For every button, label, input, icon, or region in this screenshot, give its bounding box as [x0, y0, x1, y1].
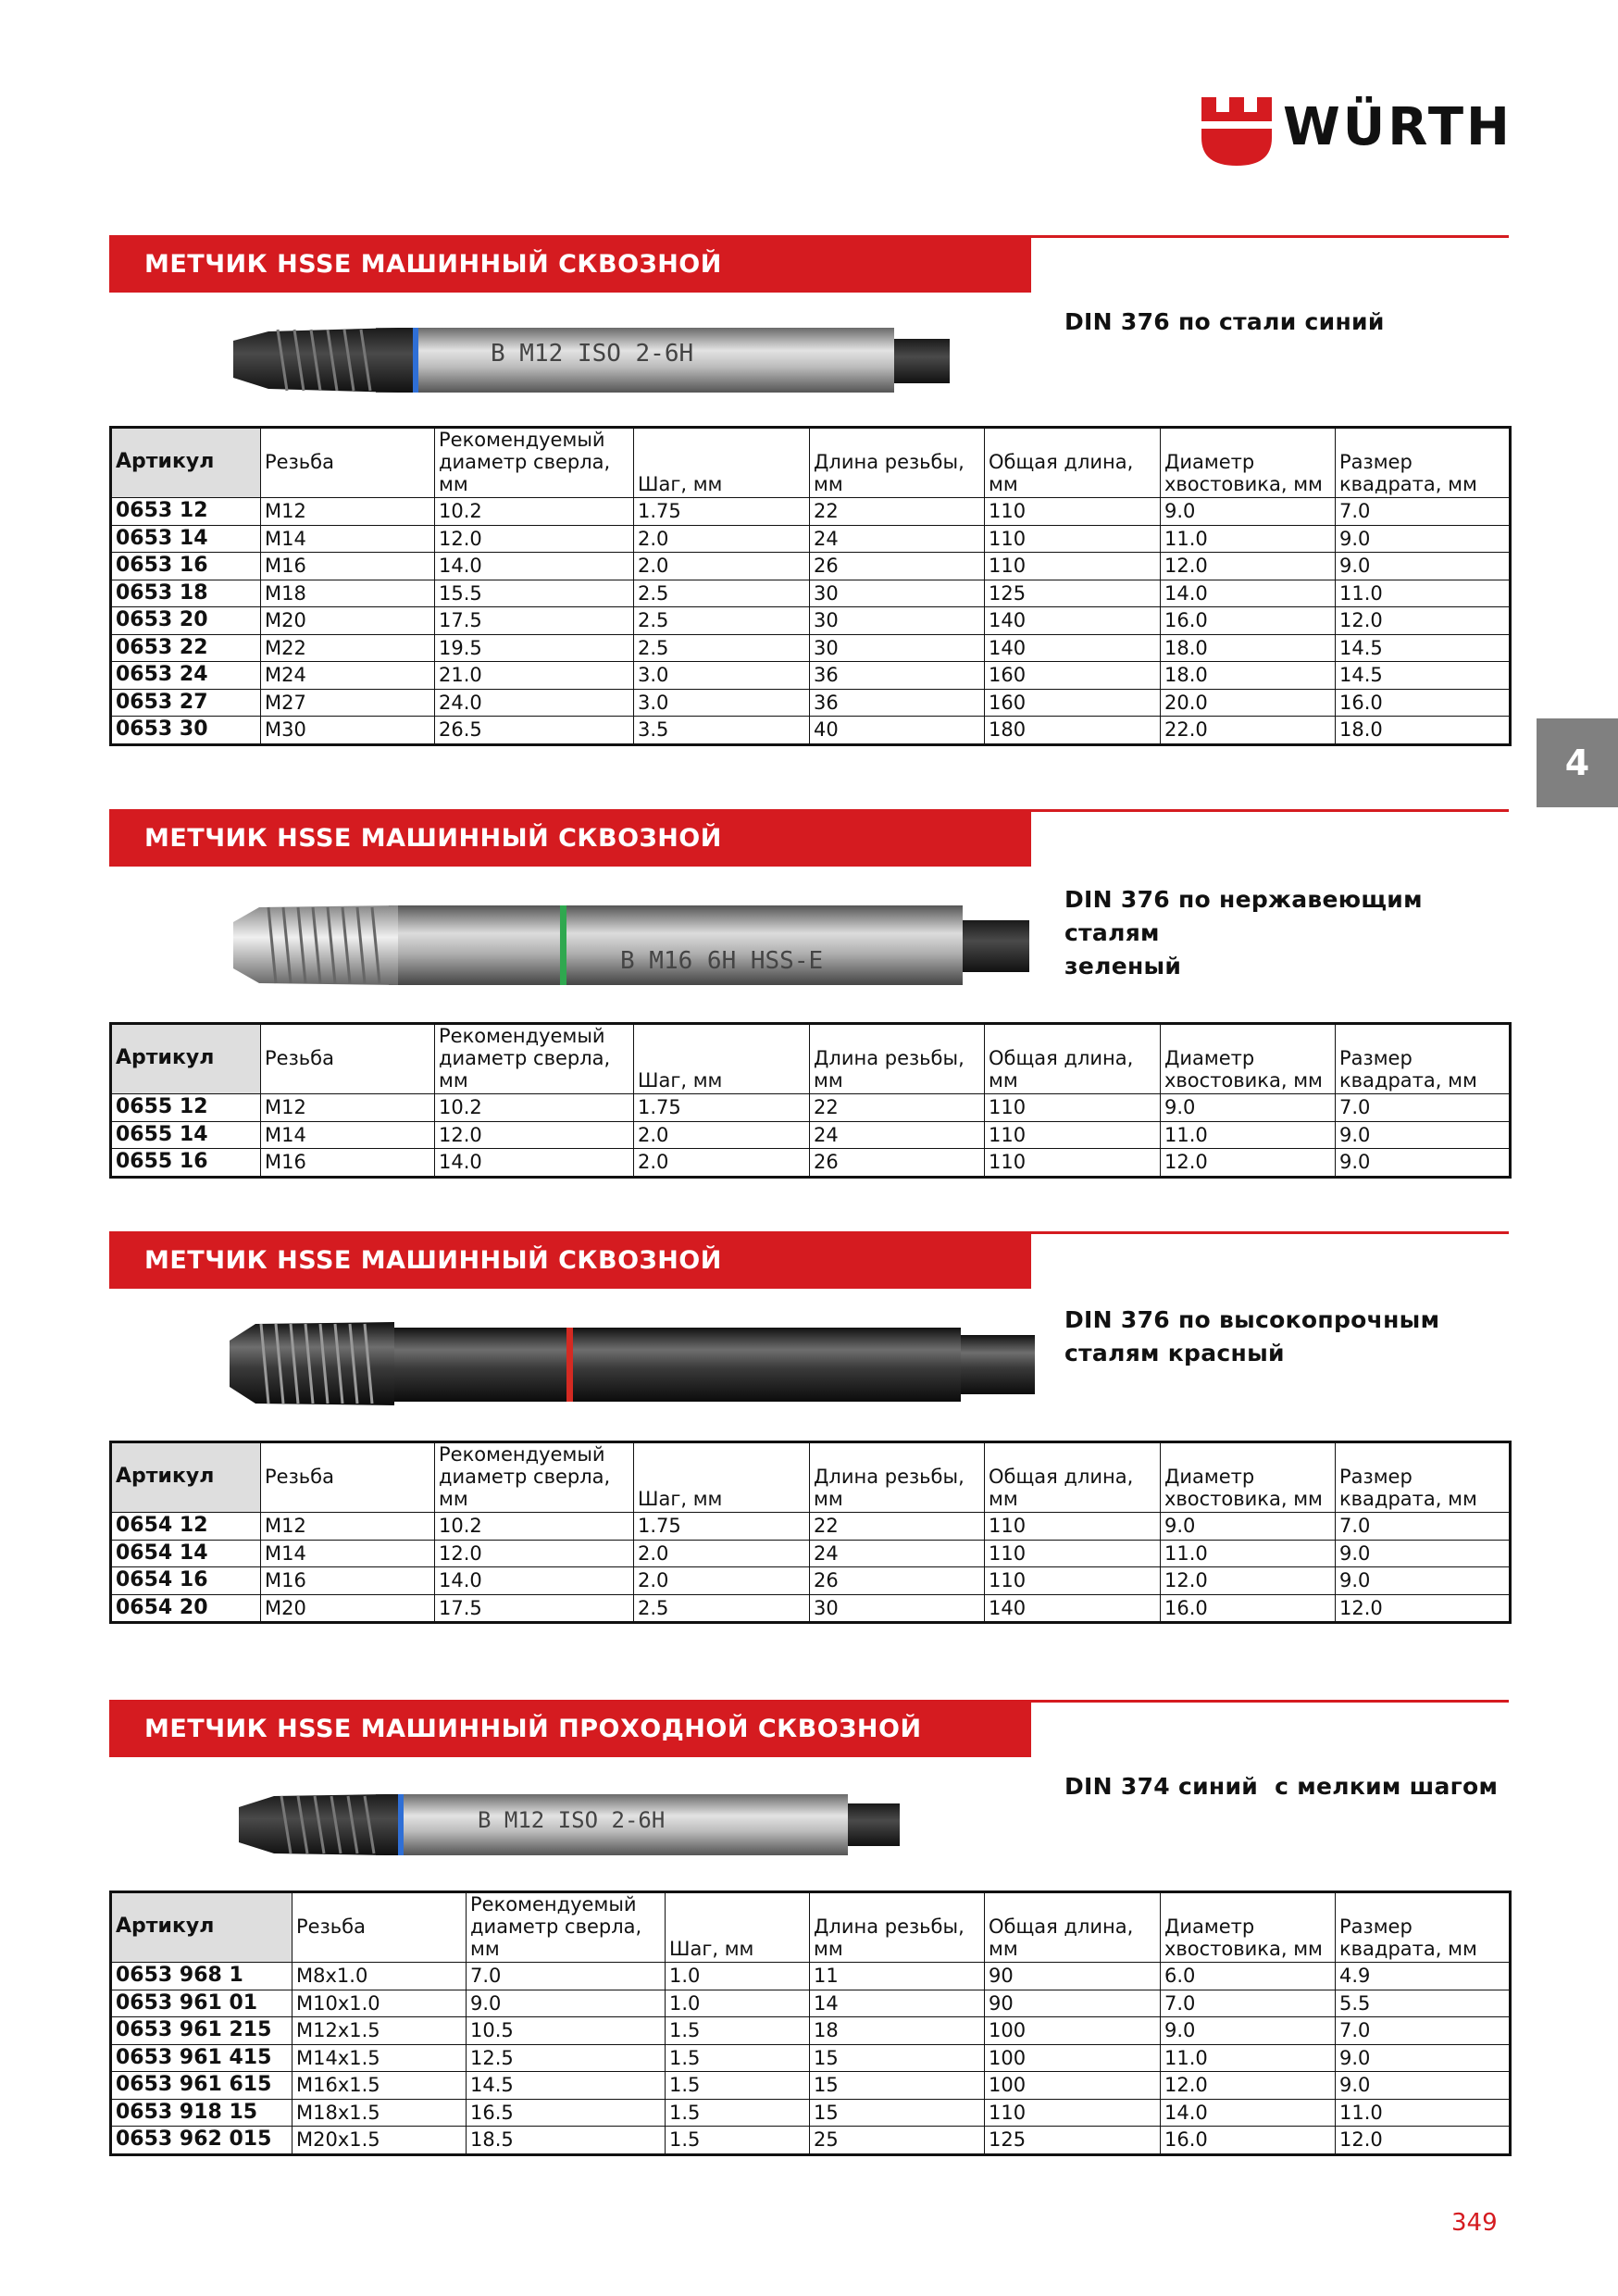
- table-cell: 3.0: [634, 662, 810, 690]
- col-header-shank: Диаметр хвостовика, мм: [1161, 1024, 1336, 1094]
- table-cell: M12: [261, 1094, 435, 1122]
- table-cell: 16.0: [1161, 607, 1336, 635]
- table-cell: 110: [985, 525, 1161, 553]
- table-cell: 11.0: [1161, 525, 1336, 553]
- table-cell: 12.0: [1161, 1149, 1336, 1178]
- table-row: [111, 1540, 1511, 1567]
- article-number-cell: 0653 30: [111, 717, 261, 745]
- page-number: 349: [1451, 2209, 1498, 2237]
- table-cell: 11.0: [1336, 2099, 1511, 2127]
- table-cell: 24: [810, 1121, 985, 1149]
- col-header-drill: Рекомендуемый диаметр сверла, мм: [435, 428, 634, 498]
- product-section-3: [109, 1231, 1509, 1620]
- table-cell: 7.0: [1336, 1094, 1511, 1122]
- article-number-cell: 0655 14: [111, 1121, 261, 1149]
- col-header-total-length: Общая длина, мм: [985, 428, 1161, 498]
- table-cell: 17.5: [435, 1594, 634, 1623]
- table-cell: 160: [985, 662, 1161, 690]
- section-subtitle: [1064, 1770, 1509, 1803]
- table-header-row: [111, 1892, 1511, 1963]
- table-cell: 110: [985, 1121, 1161, 1149]
- col-header-thread: Резьба: [292, 1892, 467, 1963]
- table-cell: 7.0: [1336, 498, 1511, 526]
- table-cell: 140: [985, 634, 1161, 662]
- table-body: [111, 1963, 1511, 2155]
- spec-table: [109, 426, 1512, 746]
- table-cell: 14.5: [467, 2072, 666, 2100]
- table-cell: 90: [985, 1990, 1161, 2017]
- table-cell: 2.0: [634, 1540, 810, 1567]
- table-cell: 22: [810, 498, 985, 526]
- table-cell: M10x1.0: [292, 1990, 467, 2017]
- table-cell: 1.0: [666, 1990, 810, 2017]
- col-header-thread-length: Длина резьбы, мм: [810, 1442, 985, 1513]
- table-cell: 1.5: [666, 2044, 810, 2072]
- section-subtitle: [1064, 883, 1509, 983]
- table-body: [111, 498, 1511, 745]
- table-cell: 140: [985, 607, 1161, 635]
- col-header-total-length: Общая длина, мм: [985, 1442, 1161, 1513]
- article-number-cell: 0653 961 415: [111, 2044, 292, 2072]
- table-cell: 26: [810, 1567, 985, 1595]
- table-cell: 18.5: [467, 2127, 666, 2155]
- table-cell: 7.0: [467, 1963, 666, 1990]
- table-row: [111, 1121, 1511, 1149]
- table-cell: 15: [810, 2072, 985, 2100]
- table-cell: 14.0: [435, 553, 634, 580]
- table-cell: 16.0: [1336, 689, 1511, 717]
- col-header-pitch: Шаг, мм: [634, 1442, 810, 1513]
- table-cell: 20.0: [1161, 689, 1336, 717]
- table-body: [111, 1513, 1511, 1623]
- color-ring: [560, 905, 566, 985]
- article-number-cell: 0653 24: [111, 662, 261, 690]
- table-cell: 30: [810, 580, 985, 607]
- table-cell: M30: [261, 717, 435, 745]
- col-header-article: Артикул: [111, 1442, 261, 1513]
- table-cell: 140: [985, 1594, 1161, 1623]
- tap-marking: B M12 ISO 2-6H: [491, 340, 694, 368]
- subtitle-line: DIN 376 по высокопрочным: [1064, 1306, 1440, 1333]
- table-cell: 12.0: [1161, 2072, 1336, 2100]
- tap-image: [218, 1783, 987, 1866]
- table-cell: 25: [810, 2127, 985, 2155]
- table-cell: 16.5: [467, 2099, 666, 2127]
- table-row: [111, 1149, 1511, 1178]
- section-subtitle: [1064, 1304, 1509, 1370]
- table-cell: 2.0: [634, 1121, 810, 1149]
- col-header-drill: Рекомендуемый диаметр сверла, мм: [435, 1024, 634, 1094]
- table-cell: 14.0: [435, 1149, 634, 1178]
- col-header-article: Артикул: [111, 428, 261, 498]
- table-cell: 21.0: [435, 662, 634, 690]
- table-cell: 110: [985, 1513, 1161, 1541]
- col-header-total-length: Общая длина, мм: [985, 1892, 1161, 1963]
- table-row: [111, 2072, 1511, 2100]
- tap-marking: B M12 ISO 2-6H: [478, 1807, 666, 1833]
- table-cell: 3.5: [634, 717, 810, 745]
- table-row: [111, 1513, 1511, 1541]
- table-cell: 12.0: [435, 1121, 634, 1149]
- section-title: МЕТЧИК HSSE МАШИННЫЙ СКВОЗНОЙ: [109, 1231, 1031, 1289]
- table-cell: 11.0: [1161, 2044, 1336, 2072]
- table-cell: 12.5: [467, 2044, 666, 2072]
- table-cell: 2.5: [634, 607, 810, 635]
- table-cell: 10.2: [435, 498, 634, 526]
- table-cell: M12: [261, 1513, 435, 1541]
- wurth-logo: [1201, 94, 1512, 168]
- col-header-total-length: Общая длина, мм: [985, 1024, 1161, 1094]
- table-cell: 100: [985, 2017, 1161, 2045]
- table-row: [111, 634, 1511, 662]
- table-cell: 1.75: [634, 498, 810, 526]
- table-cell: 36: [810, 662, 985, 690]
- table-cell: 9.0: [1336, 553, 1511, 580]
- table-cell: M16: [261, 553, 435, 580]
- table-cell: 30: [810, 1594, 985, 1623]
- table-cell: M12: [261, 498, 435, 526]
- table-row: [111, 717, 1511, 745]
- col-header-square: Размер квадрата, мм: [1336, 1024, 1511, 1094]
- table-cell: M20: [261, 1594, 435, 1623]
- table-cell: 1.5: [666, 2072, 810, 2100]
- table-cell: 125: [985, 2127, 1161, 2155]
- table-cell: 40: [810, 717, 985, 745]
- table-cell: 10.2: [435, 1094, 634, 1122]
- table-cell: 12.0: [435, 525, 634, 553]
- article-number-cell: 0653 27: [111, 689, 261, 717]
- table-cell: 24.0: [435, 689, 634, 717]
- spec-table: [109, 1441, 1512, 1624]
- table-cell: 18.0: [1161, 662, 1336, 690]
- table-row: [111, 2017, 1511, 2045]
- table-cell: M14: [261, 1121, 435, 1149]
- table-cell: 7.0: [1161, 1990, 1336, 2017]
- table-cell: 1.5: [666, 2099, 810, 2127]
- table-cell: 3.0: [634, 689, 810, 717]
- table-cell: 18.0: [1336, 717, 1511, 745]
- table-row: [111, 1567, 1511, 1595]
- table-cell: 100: [985, 2072, 1161, 2100]
- product-section-4: [109, 1700, 1509, 2152]
- article-number-cell: 0653 18: [111, 580, 261, 607]
- table-cell: 14: [810, 1990, 985, 2017]
- table-cell: 22: [810, 1513, 985, 1541]
- col-header-square: Размер квадрата, мм: [1336, 428, 1511, 498]
- table-cell: 110: [985, 1094, 1161, 1122]
- table-row: [111, 1963, 1511, 1990]
- table-cell: M18: [261, 580, 435, 607]
- article-number-cell: 0654 20: [111, 1594, 261, 1623]
- table-header-row: [111, 1442, 1511, 1513]
- table-row: [111, 2044, 1511, 2072]
- table-cell: 22: [810, 1094, 985, 1122]
- table-cell: 110: [985, 1540, 1161, 1567]
- table-cell: 9.0: [1336, 1121, 1511, 1149]
- table-cell: 16.0: [1161, 1594, 1336, 1623]
- table-cell: 9.0: [1336, 2072, 1511, 2100]
- subtitle-line: DIN 374 синий с мелким шагом: [1064, 1773, 1499, 1800]
- table-cell: 2.0: [634, 553, 810, 580]
- col-header-shank: Диаметр хвостовика, мм: [1161, 1892, 1336, 1963]
- subtitle-line: зеленый: [1064, 953, 1182, 980]
- table-cell: M12x1.5: [292, 2017, 467, 2045]
- table-cell: 12.0: [435, 1540, 634, 1567]
- table-cell: 100: [985, 2044, 1161, 2072]
- table-cell: M22: [261, 634, 435, 662]
- tap-image: [213, 315, 1046, 404]
- table-cell: 24: [810, 1540, 985, 1567]
- table-cell: 2.5: [634, 634, 810, 662]
- col-header-thread: Резьба: [261, 1442, 435, 1513]
- table-row: [111, 2099, 1511, 2127]
- table-cell: 12.0: [1336, 2127, 1511, 2155]
- table-cell: M18x1.5: [292, 2099, 467, 2127]
- col-header-thread: Резьба: [261, 428, 435, 498]
- table-cell: M8x1.0: [292, 1963, 467, 1990]
- spec-table: [109, 1022, 1512, 1179]
- table-cell: 7.0: [1336, 1513, 1511, 1541]
- table-cell: 17.5: [435, 607, 634, 635]
- article-number-cell: 0653 14: [111, 525, 261, 553]
- col-header-pitch: Шаг, мм: [634, 428, 810, 498]
- section-subtitle: [1064, 306, 1509, 339]
- table-cell: 9.0: [1336, 1567, 1511, 1595]
- table-cell: 9.0: [1336, 1149, 1511, 1178]
- table-cell: 9.0: [1161, 498, 1336, 526]
- col-header-article: Артикул: [111, 1892, 292, 1963]
- col-header-shank: Диаметр хвостовика, мм: [1161, 428, 1336, 498]
- table-cell: M14: [261, 1540, 435, 1567]
- table-cell: 1.75: [634, 1513, 810, 1541]
- subtitle-line: DIN 376 по нержавеющим сталям: [1064, 886, 1423, 946]
- table-cell: 110: [985, 2099, 1161, 2127]
- article-number-cell: 0655 12: [111, 1094, 261, 1122]
- table-cell: 2.5: [634, 1594, 810, 1623]
- table-cell: M16: [261, 1567, 435, 1595]
- table-cell: 160: [985, 689, 1161, 717]
- table-cell: 12.0: [1161, 553, 1336, 580]
- table-row: [111, 1094, 1511, 1122]
- article-number-cell: 0653 16: [111, 553, 261, 580]
- color-ring: [413, 328, 418, 393]
- table-cell: 12.0: [1161, 1567, 1336, 1595]
- spec-table: [109, 1890, 1512, 2156]
- table-cell: 9.0: [1161, 2017, 1336, 2045]
- article-number-cell: 0654 14: [111, 1540, 261, 1567]
- table-cell: 11: [810, 1963, 985, 1990]
- table-cell: 36: [810, 689, 985, 717]
- table-cell: 9.0: [1161, 1094, 1336, 1122]
- col-header-thread: Резьба: [261, 1024, 435, 1094]
- table-cell: M20x1.5: [292, 2127, 467, 2155]
- subtitle-line: DIN 376 по стали синий: [1064, 308, 1385, 335]
- table-cell: 9.0: [1336, 2044, 1511, 2072]
- article-number-cell: 0654 12: [111, 1513, 261, 1541]
- table-row: [111, 1594, 1511, 1623]
- table-cell: M27: [261, 689, 435, 717]
- table-cell: 4.9: [1336, 1963, 1511, 1990]
- table-body: [111, 1094, 1511, 1178]
- table-cell: 12.0: [1336, 1594, 1511, 1623]
- col-header-thread-length: Длина резьбы, мм: [810, 1024, 985, 1094]
- article-number-cell: 0653 962 015: [111, 2127, 292, 2155]
- table-cell: 1.5: [666, 2017, 810, 2045]
- table-cell: 16.0: [1161, 2127, 1336, 2155]
- col-header-thread-length: Длина резьбы, мм: [810, 1892, 985, 1963]
- table-cell: 11.0: [1161, 1540, 1336, 1567]
- table-cell: 14.0: [1161, 580, 1336, 607]
- article-number-cell: 0654 16: [111, 1567, 261, 1595]
- color-ring: [398, 1794, 404, 1855]
- color-ring: [566, 1328, 573, 1402]
- table-cell: M20: [261, 607, 435, 635]
- table-row: [111, 1990, 1511, 2017]
- table-cell: 2.0: [634, 1567, 810, 1595]
- table-cell: 1.5: [666, 2127, 810, 2155]
- col-header-square: Размер квадрата, мм: [1336, 1892, 1511, 1963]
- table-cell: M16: [261, 1149, 435, 1178]
- table-cell: 9.0: [1336, 1540, 1511, 1567]
- table-cell: 22.0: [1161, 717, 1336, 745]
- table-cell: 10.5: [467, 2017, 666, 2045]
- table-cell: M14: [261, 525, 435, 553]
- table-row: [111, 553, 1511, 580]
- article-number-cell: 0653 961 615: [111, 2072, 292, 2100]
- chapter-tab: 4: [1537, 718, 1618, 807]
- section-title: МЕТЧИК HSSE МАШИННЫЙ СКВОЗНОЙ: [109, 809, 1031, 867]
- col-header-thread-length: Длина резьбы, мм: [810, 428, 985, 498]
- table-cell: 2.0: [634, 1149, 810, 1178]
- tap-marking: B M16 6H HSS-E: [620, 947, 824, 975]
- table-cell: M14x1.5: [292, 2044, 467, 2072]
- table-cell: 15: [810, 2099, 985, 2127]
- table-cell: 5.5: [1336, 1990, 1511, 2017]
- table-cell: 110: [985, 1149, 1161, 1178]
- wurth-logo-icon: [1201, 97, 1272, 166]
- article-number-cell: 0653 968 1: [111, 1963, 292, 1990]
- table-cell: 110: [985, 553, 1161, 580]
- table-row: [111, 607, 1511, 635]
- table-row: [111, 580, 1511, 607]
- col-header-drill: Рекомендуемый диаметр сверла, мм: [435, 1442, 634, 1513]
- table-cell: 10.2: [435, 1513, 634, 1541]
- table-cell: M16x1.5: [292, 2072, 467, 2100]
- table-cell: 26: [810, 553, 985, 580]
- subtitle-line: сталям красный: [1064, 1340, 1285, 1366]
- tap-image: [209, 1309, 1052, 1418]
- table-cell: 2.0: [634, 525, 810, 553]
- article-number-cell: 0653 12: [111, 498, 261, 526]
- table-cell: 18: [810, 2017, 985, 2045]
- article-number-cell: 0653 961 01: [111, 1990, 292, 2017]
- product-section-2: [109, 809, 1509, 1174]
- table-cell: 2.5: [634, 580, 810, 607]
- tap-image: [213, 894, 1046, 996]
- table-cell: 9.0: [467, 1990, 666, 2017]
- table-cell: 6.0: [1161, 1963, 1336, 1990]
- table-cell: 11.0: [1336, 580, 1511, 607]
- table-cell: 1.0: [666, 1963, 810, 1990]
- col-header-pitch: Шаг, мм: [634, 1024, 810, 1094]
- article-number-cell: 0653 22: [111, 634, 261, 662]
- table-cell: 110: [985, 498, 1161, 526]
- table-cell: 19.5: [435, 634, 634, 662]
- product-section-1: [109, 235, 1509, 740]
- article-number-cell: 0653 20: [111, 607, 261, 635]
- col-header-square: Размер квадрата, мм: [1336, 1442, 1511, 1513]
- col-header-article: Артикул: [111, 1024, 261, 1094]
- col-header-pitch: Шаг, мм: [666, 1892, 810, 1963]
- table-cell: 180: [985, 717, 1161, 745]
- table-cell: 26: [810, 1149, 985, 1178]
- article-number-cell: 0653 961 215: [111, 2017, 292, 2045]
- table-cell: 14.0: [435, 1567, 634, 1595]
- table-row: [111, 498, 1511, 526]
- table-cell: 12.0: [1336, 607, 1511, 635]
- col-header-drill: Рекомендуемый диаметр сверла, мм: [467, 1892, 666, 1963]
- table-cell: 14.5: [1336, 634, 1511, 662]
- table-row: [111, 689, 1511, 717]
- table-cell: 15: [810, 2044, 985, 2072]
- table-cell: 90: [985, 1963, 1161, 1990]
- table-row: [111, 2127, 1511, 2155]
- article-number-cell: 0655 16: [111, 1149, 261, 1178]
- table-row: [111, 525, 1511, 553]
- table-cell: 11.0: [1161, 1121, 1336, 1149]
- section-title: МЕТЧИК HSSE МАШИННЫЙ ПРОХОДНОЙ СКВОЗНОЙ: [109, 1700, 1031, 1757]
- table-cell: 9.0: [1336, 525, 1511, 553]
- table-cell: 110: [985, 1567, 1161, 1595]
- table-cell: 18.0: [1161, 634, 1336, 662]
- table-cell: 14.0: [1161, 2099, 1336, 2127]
- table-cell: 26.5: [435, 717, 634, 745]
- col-header-shank: Диаметр хвостовика, мм: [1161, 1442, 1336, 1513]
- section-title: МЕТЧИК HSSE МАШИННЫЙ СКВОЗНОЙ: [109, 235, 1031, 293]
- table-cell: M24: [261, 662, 435, 690]
- table-cell: 9.0: [1161, 1513, 1336, 1541]
- table-cell: 30: [810, 607, 985, 635]
- table-row: [111, 662, 1511, 690]
- table-cell: 15.5: [435, 580, 634, 607]
- table-header-row: [111, 428, 1511, 498]
- table-cell: 1.75: [634, 1094, 810, 1122]
- article-number-cell: 0653 918 15: [111, 2099, 292, 2127]
- table-cell: 24: [810, 525, 985, 553]
- table-cell: 125: [985, 580, 1161, 607]
- table-cell: 14.5: [1336, 662, 1511, 690]
- table-header-row: [111, 1024, 1511, 1094]
- table-cell: 7.0: [1336, 2017, 1511, 2045]
- brand-name: WÜRTH: [1283, 97, 1512, 157]
- table-cell: 30: [810, 634, 985, 662]
